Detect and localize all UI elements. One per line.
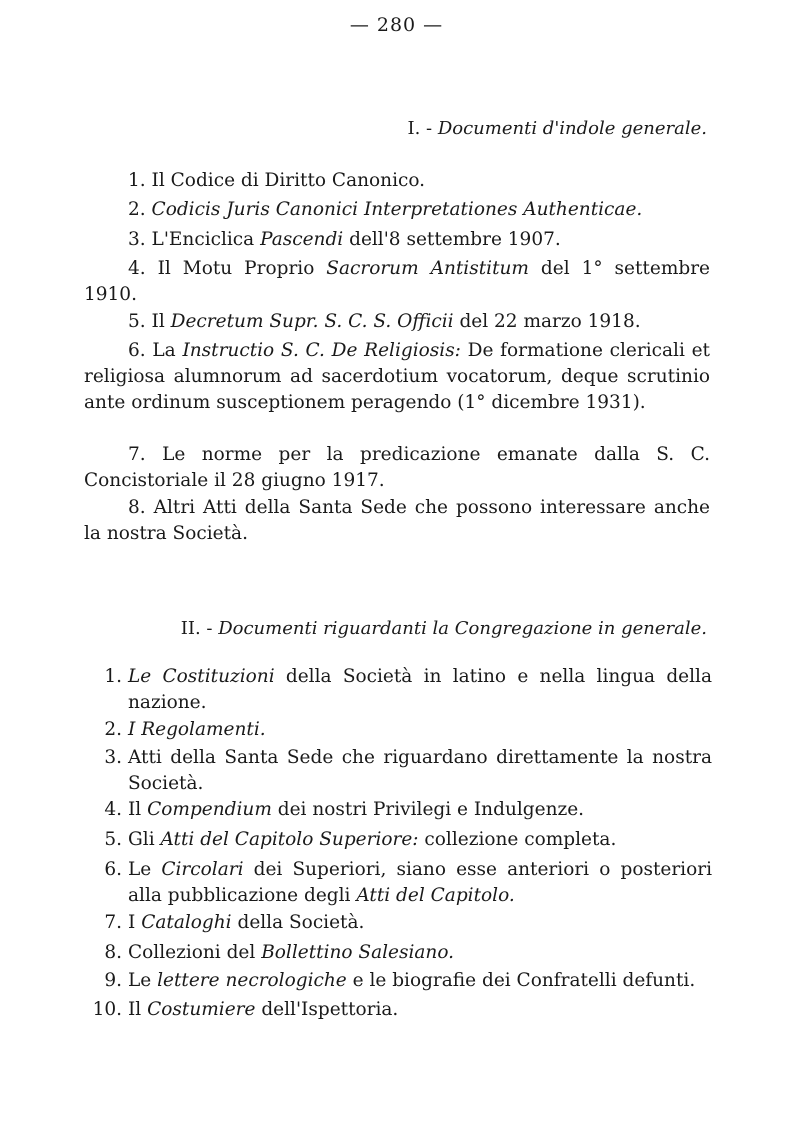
text-run: dell'Ispettoria. <box>255 999 399 1020</box>
item-text <box>128 664 712 716</box>
text-run: Decretum Supr. S. C. S. Officii <box>170 311 454 332</box>
item-text <box>128 827 712 853</box>
text-run: dell'8 settembre 1907. <box>343 229 561 250</box>
list-item <box>84 197 710 223</box>
page-number: — 280 — <box>349 14 444 36</box>
item-number: 1. <box>128 170 152 191</box>
text-run: Costumiere <box>147 999 256 1020</box>
text-run: e le biografie dei Confratelli defunti. <box>346 970 696 991</box>
item-number: 8. <box>128 497 154 518</box>
item-number: 10. <box>92 999 122 1020</box>
item-number: 7. <box>128 444 163 465</box>
item-text <box>128 910 712 936</box>
section2-heading-prefix: II. - <box>180 618 213 639</box>
section1-heading-title: Documenti d'indole generale. <box>437 118 707 139</box>
item-number: 5. <box>128 311 152 332</box>
item-text <box>128 857 712 909</box>
section2-heading <box>181 618 707 639</box>
text-run: Atti del Capitolo. <box>356 885 515 906</box>
text-run: Circolari <box>161 859 244 880</box>
text-run: I <box>128 912 142 933</box>
item-number: 6. <box>128 340 153 361</box>
item-number: 2. <box>104 719 122 740</box>
section2-heading-title: Documenti riguardanti la Congregazione in generale. <box>218 618 707 639</box>
text-run: L'Enciclica <box>151 229 261 250</box>
text-run: Pascendi <box>260 229 344 250</box>
item-number: 2. <box>128 199 152 220</box>
item-text <box>128 745 712 797</box>
text-run: De formatione clericali et religiosa alumnorum ad sacerdotium vocatorum, deque scrutinio ante ordinum susceptionem peragendo (1° dicembre 1931). <box>84 340 710 413</box>
item-number: 7. <box>104 912 122 933</box>
text-run: Le <box>128 970 158 991</box>
item-number: 3. <box>128 229 152 250</box>
section1-heading-prefix: I. - <box>407 118 433 139</box>
text-run: Il Motu Proprio <box>157 258 327 279</box>
text-run: Il <box>128 999 148 1020</box>
text-run: Le norme per la predicazione emanate dalla S. C. Concistoriale il 28 giugno 1917. <box>84 444 710 491</box>
list-item <box>84 442 710 494</box>
item-number: 8. <box>104 942 122 963</box>
item-number: 5. <box>104 829 122 850</box>
text-run: Il <box>128 799 148 820</box>
list-item <box>84 256 710 308</box>
text-run: del 1° settembre 1910. <box>84 258 710 305</box>
text-run: Sacrorum Antistitum <box>326 258 529 279</box>
item-text <box>128 797 712 823</box>
text-run: della Società. <box>231 912 365 933</box>
list-item <box>84 338 710 416</box>
item-text <box>128 997 712 1023</box>
text-run: dei nostri Privilegi e Indulgenze. <box>271 799 585 820</box>
item-number: 3. <box>104 747 122 768</box>
item-number: 9. <box>104 970 122 991</box>
text-run: I Regolamenti. <box>128 719 266 740</box>
text-run: La <box>152 340 183 361</box>
text-run: Gli <box>128 829 161 850</box>
list-item <box>84 309 710 335</box>
text-run: lettere necrologiche <box>157 970 347 991</box>
text-run: Codicis Juris Canonici Interpretationes Authenticae. <box>151 199 643 220</box>
item-number: 1. <box>104 666 122 687</box>
text-run: dei Superiori, siano esse anteriori o posteriori alla pubblicazione degli <box>128 859 712 906</box>
text-run: Compendium <box>147 799 272 820</box>
text-run: Le Costituzioni <box>128 666 275 687</box>
text-run: Atti della Santa Sede che riguardano direttamente la nostra Società. <box>128 747 712 794</box>
text-run: della Società in latino e nella lingua della nazione. <box>128 666 712 713</box>
item-text <box>128 717 712 743</box>
text-run: Bollettino Salesiano. <box>261 942 455 963</box>
text-run: Il Codice di Diritto Canonico. <box>151 170 426 191</box>
text-run: Le <box>128 859 162 880</box>
list-item <box>84 227 710 253</box>
text-run: Il <box>151 311 171 332</box>
item-text <box>128 968 712 994</box>
item-number: 4. <box>104 799 122 820</box>
item-number: 4. <box>128 258 158 279</box>
section1-heading <box>407 118 707 139</box>
list-item <box>84 168 710 194</box>
text-run: Altri Atti della Santa Sede che possono interessare anche la nostra Società. <box>84 497 710 544</box>
item-text <box>128 940 712 966</box>
item-number: 6. <box>104 859 122 880</box>
text-run: del 22 marzo 1918. <box>453 311 641 332</box>
text-run: Collezioni del <box>128 942 262 963</box>
list-item <box>84 495 710 547</box>
text-run: Instructio S. C. De Religiosis: <box>182 340 461 361</box>
text-run: Cataloghi <box>141 912 232 933</box>
text-run: collezione completa. <box>418 829 617 850</box>
text-run: Atti del Capitolo Superiore: <box>160 829 419 850</box>
